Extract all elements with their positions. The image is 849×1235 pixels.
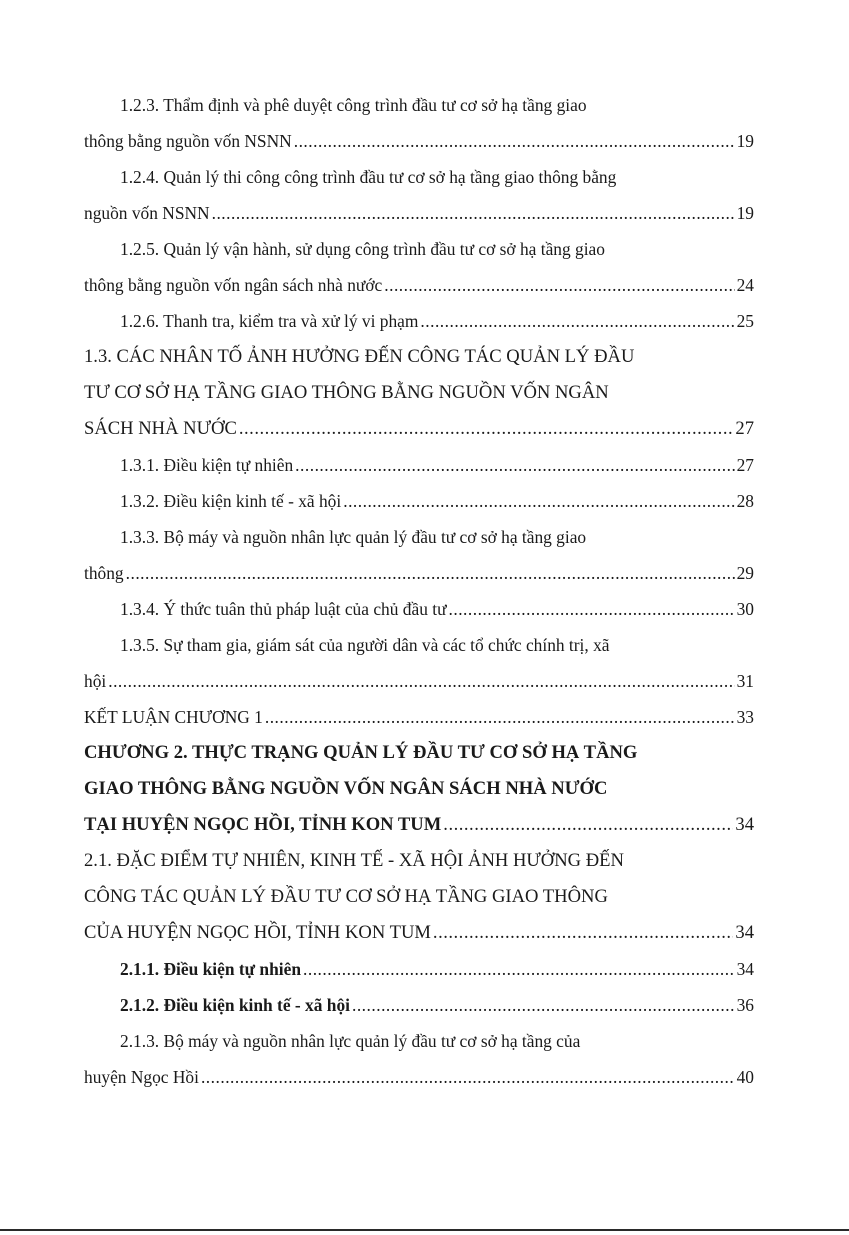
toc-entry-text-cont: thông bằng nguồn vốn NSNN (84, 131, 292, 151)
toc-entry-1-3-5[interactable] (84, 627, 754, 699)
toc-page-number: 34 (736, 959, 754, 979)
toc-entry-1-3-3[interactable] (84, 519, 754, 591)
toc-entry-1-3-4[interactable] (84, 591, 754, 627)
toc-entry-text: 2.1.2. Điều kiện kinh tế - xã hội (120, 995, 350, 1015)
toc-entry-1-3-2[interactable] (84, 483, 754, 519)
toc-entry-text: 1.2.3. Thẩm định và phê duyệt công trình đầu tư cơ sở hạ tầng giao (120, 95, 587, 115)
toc-entry-text: 2.1. ĐẶC ĐIỂM TỰ NHIÊN, KINH TẾ - XÃ HỘI ẢNH HƯỞNG ĐẾN (84, 850, 624, 871)
toc-page-number: 34 (735, 814, 754, 835)
toc-entry-text: 2.1.3. Bộ máy và nguồn nhân lực quản lý đầu tư cơ sở hạ tầng của (120, 1031, 581, 1051)
dot-leader (212, 195, 735, 231)
dot-leader (295, 447, 734, 483)
toc-page-number: 29 (736, 563, 754, 583)
toc-entry-text: 1.3.2. Điều kiện kinh tế - xã hội (120, 491, 342, 511)
toc-entry-text-cont: huyện Ngọc Hồi (84, 1067, 199, 1087)
dot-leader (420, 303, 734, 339)
dot-leader (126, 555, 735, 591)
toc-entry-text: 1.3.5. Sự tham gia, giám sát của người dân và các tổ chức chính trị, xã (120, 635, 610, 655)
toc-page-number: 19 (736, 131, 754, 151)
dot-leader (384, 267, 734, 303)
dot-leader (343, 483, 734, 519)
dot-leader (449, 591, 735, 627)
table-of-contents (84, 87, 754, 1095)
toc-entry-2-1-1[interactable] (84, 951, 754, 987)
toc-entry-text-cont: TẠI HUYỆN NGỌC HỒI, TỈNH KON TUM (84, 814, 442, 835)
dot-leader (443, 807, 733, 843)
toc-entry-chuong-2[interactable] (84, 735, 754, 843)
dot-leader (201, 1059, 735, 1095)
toc-page-number: 31 (736, 671, 754, 691)
toc-entry-text-cont: GIAO THÔNG BẰNG NGUỒN VỐN NGÂN SÁCH NHÀ NƯỚC (84, 778, 608, 799)
toc-entry-1-2-4[interactable] (84, 159, 754, 231)
toc-page-number: 28 (736, 491, 754, 511)
toc-page-number: 40 (736, 1067, 754, 1087)
toc-page-number: 27 (735, 418, 754, 439)
toc-entry-text: 1.3. CÁC NHÂN TỐ ẢNH HƯỞNG ĐẾN CÔNG TÁC QUẢN LÝ ĐẦU (84, 346, 635, 367)
toc-page-number: 27 (736, 455, 754, 475)
toc-entry-1-3[interactable] (84, 339, 754, 447)
toc-entry-1-2-6[interactable] (84, 303, 754, 339)
toc-entry-1-3-1[interactable] (84, 447, 754, 483)
toc-entry-text: 1.3.1. Điều kiện tự nhiên (120, 455, 294, 475)
toc-entry-text-cont: thông (84, 563, 124, 583)
dot-leader (265, 699, 735, 735)
toc-entry-text-cont: CÔNG TÁC QUẢN LÝ ĐẦU TƯ CƠ SỞ HẠ TẦNG GIAO THÔNG (84, 886, 608, 907)
toc-page-number: 24 (736, 275, 754, 295)
toc-entry-text: CHƯƠNG 2. THỰC TRẠNG QUẢN LÝ ĐẦU TƯ CƠ SỞ HẠ TẦNG (84, 742, 638, 763)
dot-leader (352, 987, 735, 1023)
toc-page-number: 19 (736, 203, 754, 223)
toc-entry-text: KẾT LUẬN CHƯƠNG 1 (84, 707, 263, 727)
toc-entry-text: 1.2.4. Quản lý thi công công trình đầu tư cơ sở hạ tầng giao thông bằng (120, 167, 617, 187)
toc-entry-text-cont: hội (84, 671, 107, 691)
toc-entry-text-cont: nguồn vốn NSNN (84, 203, 210, 223)
toc-entry-text: 1.2.5. Quản lý vận hành, sử dụng công trình đầu tư cơ sở hạ tầng giao (120, 239, 605, 259)
toc-entry-2-1-2[interactable] (84, 987, 754, 1023)
toc-entry-1-2-5[interactable] (84, 231, 754, 303)
toc-page-number: 34 (735, 922, 754, 943)
dot-leader (239, 411, 734, 447)
toc-entry-text: 1.3.4. Ý thức tuân thủ pháp luật của chủ đầu tư (120, 599, 447, 619)
dot-leader (294, 123, 735, 159)
dot-leader (303, 951, 735, 987)
toc-entry-text-cont: SÁCH NHÀ NƯỚC (84, 418, 237, 439)
toc-entry-text-cont: TƯ CƠ SỞ HẠ TẦNG GIAO THÔNG BẰNG NGUỒN VỐN NGÂN (84, 382, 609, 403)
toc-entry-text-cont: thông bằng nguồn vốn ngân sách nhà nước (84, 275, 383, 295)
toc-page-number: 36 (736, 995, 754, 1015)
dot-leader (108, 663, 734, 699)
toc-entry-1-2-3[interactable] (84, 87, 754, 159)
toc-entry-2-1[interactable] (84, 843, 754, 951)
toc-entry-ket-luan-chuong-1[interactable] (84, 699, 754, 735)
toc-entry-2-1-3[interactable] (84, 1023, 754, 1095)
dot-leader (433, 915, 733, 951)
toc-page-number: 25 (736, 311, 754, 331)
toc-entry-text-cont: CỦA HUYỆN NGỌC HỒI, TỈNH KON TUM (84, 922, 431, 943)
toc-page-number: 30 (736, 599, 754, 619)
page-bottom-edge (0, 1229, 849, 1231)
toc-entry-text: 1.2.6. Thanh tra, kiểm tra và xử lý vi phạm (120, 311, 419, 331)
toc-entry-text: 1.3.3. Bộ máy và nguồn nhân lực quản lý đầu tư cơ sở hạ tầng giao (120, 527, 587, 547)
toc-page-number: 33 (736, 707, 754, 727)
toc-entry-text: 2.1.1. Điều kiện tự nhiên (120, 959, 301, 979)
